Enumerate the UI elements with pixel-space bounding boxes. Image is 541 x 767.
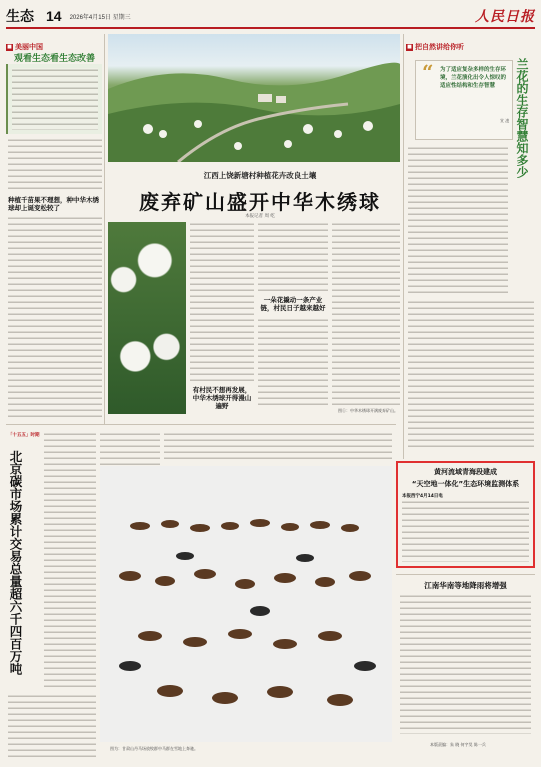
column-intro-text <box>12 68 98 130</box>
page-number: 14 <box>46 8 62 24</box>
left-question-heading: 种植千苗果不理想，种中华木绣球却上诞变松较了 <box>8 196 99 212</box>
highlight-title-1: 黄河流域青海段建成 <box>434 468 497 476</box>
bottom-body-mid-2 <box>164 432 392 462</box>
main-subtitle: 江西上饶新塘村种植花卉改良土壤 <box>203 171 317 180</box>
main-body-col-1 <box>190 222 254 382</box>
main-body-col-3 <box>332 222 400 408</box>
highlight-body <box>402 500 529 562</box>
right-bottom-divider <box>396 574 535 575</box>
bottom-body-left <box>44 432 96 690</box>
column-header-right <box>406 42 464 52</box>
horses-photo-caption: 图为：甘肃山丹马场放牧群中马群在雪地上奔驰。 <box>110 746 198 751</box>
main-body-col-2a <box>258 222 328 292</box>
page-header <box>6 6 535 26</box>
flower-closeup-photo <box>108 222 186 414</box>
main-headline: 废弃矿山盛开中华木绣球 <box>139 190 381 214</box>
horses-snow-photo <box>100 466 392 742</box>
horse-herd-icon <box>100 466 392 742</box>
column-divider <box>104 34 105 424</box>
mountain-flower-photo <box>108 34 400 162</box>
column-title-right: 把自然讲给你听 <box>415 43 464 51</box>
main-byline: 本报记者 周 屹 <box>245 214 275 219</box>
left-body-text-2 <box>8 216 102 418</box>
quote-mark-icon: “ <box>422 60 434 84</box>
column-marker-icon: ■ <box>7 43 12 50</box>
right-author: 宣 凌 <box>500 118 510 123</box>
mountain-scene-icon <box>108 34 400 162</box>
header-rule <box>6 27 535 29</box>
bottom-divider <box>6 424 396 425</box>
section-name: 生态 <box>6 8 34 24</box>
right-vertical-title: 兰花的生存智慧知多少 <box>515 58 529 178</box>
main-photo-caption: 图①：中华木绣球开满废弃矿山。 <box>338 408 398 413</box>
column-marker-icon: ■ <box>407 43 412 50</box>
newspaper-logo: 人民日报 <box>475 9 535 25</box>
column-subtitle-left: 观看生态看生态改善 <box>14 54 96 64</box>
bottom-body-left-2 <box>8 694 96 760</box>
issue-date: 2026年4月15日 星期三 <box>69 14 131 21</box>
pull-quote: 为了适应复杂多样的生存环境，兰花演化出令人惊叹的适应性结构和生存智慧 <box>440 67 507 89</box>
jiangnan-body <box>400 594 531 734</box>
column-divider-right <box>403 34 404 459</box>
main-body-col-2b <box>258 318 328 408</box>
bottom-vertical-title: 北京碳市场累计交易总量超六千四百万吨 <box>8 450 23 675</box>
main-subhead-1: 有村民不想再发展，中华木绣球开得漫山遍野 <box>192 386 252 410</box>
main-subhead-2: 一朵花撬动一条产业链，村民日子越来越好 <box>260 296 326 312</box>
right-body-1 <box>408 146 508 296</box>
editors-line: 本版责编：朱 晓 何宇昊 陈一兵 <box>430 742 486 747</box>
highlight-lead: 本报西宁4月14日电 <box>402 494 443 499</box>
left-body-text-1 <box>8 138 102 190</box>
right-body-2 <box>408 300 534 450</box>
column-title-left: 美丽中国 <box>15 43 43 51</box>
jiangnan-title: 江南华南等地降雨将增强 <box>424 581 507 590</box>
highlight-title-2: “天空地一体化”生态环境监测体系 <box>411 480 520 488</box>
period-tag: 「十五五」时期 <box>8 433 40 438</box>
